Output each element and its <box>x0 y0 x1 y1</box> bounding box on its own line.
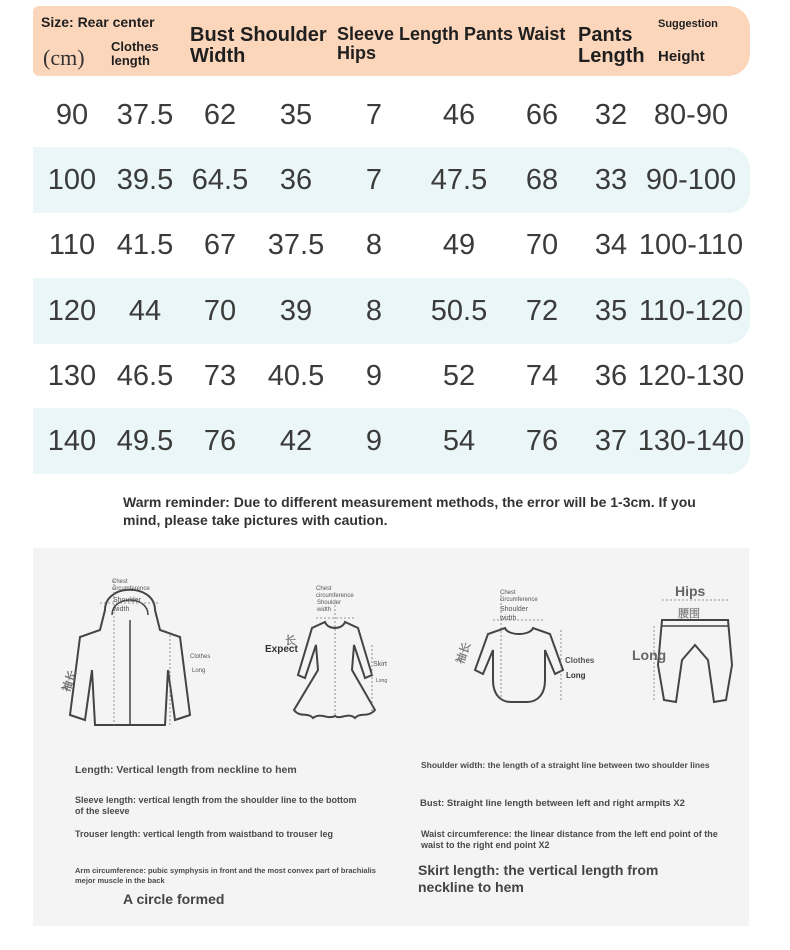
table-cell: 110 <box>48 229 96 262</box>
header-sleeve-waist-hips: Sleeve Length Pants Waist Hips <box>337 24 566 63</box>
table-cell: 62 <box>203 99 237 131</box>
table-cell: 35 <box>279 99 313 131</box>
dress-long-cn-label: 长 <box>285 635 296 647</box>
table-cell: 54 <box>442 425 476 457</box>
romper-sleeve-cn-label: 袖长 <box>454 640 474 666</box>
table-cell: 8 <box>365 229 383 262</box>
table-cell: 49 <box>442 229 476 262</box>
definition-circle: A circle formed <box>123 891 225 907</box>
table-row <box>33 408 750 474</box>
table-cell: 50.5 <box>430 294 488 327</box>
definition-arm: Arm circumference: pubic symphysis in front and the most convex part of brachialis mejor muscle in the back <box>75 866 376 885</box>
table-cell: 76 <box>203 425 237 457</box>
table-cell: 40.5 <box>267 359 325 392</box>
definition-waist: Waist circumference: the linear distance from the left end point of the waist to the right end point X2 <box>421 829 718 850</box>
table-cell: 140 <box>47 425 97 457</box>
table-cell: 90-100 <box>645 164 737 197</box>
warm-reminder: Warm reminder: Due to different measurement methods, the error will be 1-3cm. If you mind, please take pictures with caution. <box>123 494 696 528</box>
table-cell: 41.5 <box>116 229 174 262</box>
table-cell: 68 <box>525 164 559 197</box>
table-row <box>33 278 750 344</box>
table-cell: 42 <box>279 425 313 457</box>
dress-chest-label: Chest circumference <box>316 586 354 599</box>
dress-shoulder-label: Shoulder width <box>317 600 342 613</box>
table-cell: 130 <box>47 359 97 392</box>
table-cell: 120-130 <box>637 359 745 392</box>
header-bust-shoulder: Bust Shoulder Width <box>190 24 327 67</box>
table-cell: 72 <box>525 294 559 327</box>
table-cell: 76 <box>525 425 559 457</box>
jacket-long-label: Long <box>192 668 206 674</box>
table-cell: 47.5 <box>430 164 488 197</box>
header-height: Height <box>658 48 705 65</box>
header-pants-length: Pants Length <box>578 24 645 67</box>
header-unit: (cm) <box>43 45 85 70</box>
table-cell: 100-110 <box>638 229 744 262</box>
jacket-clothes-label: Clothes <box>190 654 211 660</box>
table-cell: 73 <box>203 359 237 392</box>
table-cell: 37 <box>594 425 628 457</box>
table-row <box>33 147 750 213</box>
pants-hips-label: Hips <box>675 583 706 599</box>
dress-skirt-label: Skirt <box>373 661 387 668</box>
table-row <box>33 82 750 148</box>
pants-long-label: Long <box>632 647 667 663</box>
table-cell: 34 <box>594 229 628 262</box>
pants-waist-cn-label: 腰围 <box>678 608 700 620</box>
table-cell: 39 <box>279 294 313 327</box>
romper-chest-label: Chest circumference <box>500 590 538 603</box>
table-cell: 110-120 <box>638 294 744 327</box>
table-cell: 8 <box>365 294 383 327</box>
table-cell: 49.5 <box>116 425 174 457</box>
table-cell: 9 <box>365 359 383 392</box>
dress-long-label: Long <box>376 678 388 684</box>
jacket-shoulder-label: Shoulder width <box>113 597 142 613</box>
definition-sleeve: Sleeve length: vertical length from the shoulder line to the bottom of the sleeve <box>75 795 357 816</box>
romper-shoulder-label: Shoulder width <box>500 606 529 622</box>
jacket-sleeve-cn-label: 袖长 <box>60 668 80 694</box>
table-cell: 44 <box>128 294 162 327</box>
table-cell: 9 <box>365 425 383 457</box>
table-cell: 70 <box>203 294 237 327</box>
definition-shoulder: Shoulder width: the length of a straight line between two shoulder lines <box>421 760 710 770</box>
table-cell: 32 <box>594 99 628 131</box>
jacket-chest-label: Chest circumference <box>112 579 150 592</box>
table-cell: 70 <box>525 229 559 262</box>
table-row <box>33 212 750 278</box>
table-row <box>33 343 750 409</box>
table-cell: 35 <box>594 294 628 327</box>
table-cell: 52 <box>442 359 476 392</box>
definition-trouser: Trouser length: vertical length from waistband to trouser leg <box>75 829 334 839</box>
definition-bust: Bust: Straight line length between left and right armpits X2 <box>420 798 685 809</box>
dress-expect-label: Expect <box>265 644 298 655</box>
table-cell: 7 <box>365 164 383 197</box>
table-cell: 120 <box>47 294 97 327</box>
table-cell: 37.5 <box>267 229 325 262</box>
romper-long-label: Long <box>566 671 586 680</box>
table-cell: 37.5 <box>116 99 174 131</box>
definition-length: Length: Vertical length from neckline to hem <box>75 764 297 776</box>
table-cell: 39.5 <box>116 164 174 197</box>
table-cell: 33 <box>594 164 628 197</box>
table-cell: 46 <box>442 99 476 131</box>
header-clothes-length: Clothes length <box>111 39 159 68</box>
table-cell: 36 <box>594 359 628 392</box>
table-cell: 66 <box>525 99 559 131</box>
header-suggestion: Suggestion <box>658 18 718 30</box>
header-size-label: Size: Rear center <box>41 14 155 30</box>
table-cell: 74 <box>525 359 559 392</box>
table-cell: 100 <box>47 164 97 197</box>
table-cell: 67 <box>203 229 237 262</box>
table-cell: 46.5 <box>116 359 174 392</box>
romper-clothes-label: Clothes <box>565 656 595 665</box>
table-cell: 36 <box>279 164 313 197</box>
table-cell: 7 <box>365 99 383 131</box>
table-cell: 64.5 <box>191 164 249 197</box>
definition-skirt: Skirt length: the vertical length from neckline to hem <box>418 862 659 895</box>
table-cell: 80-90 <box>653 99 729 131</box>
table-cell: 130-140 <box>637 425 745 457</box>
table-cell: 90 <box>55 99 89 131</box>
